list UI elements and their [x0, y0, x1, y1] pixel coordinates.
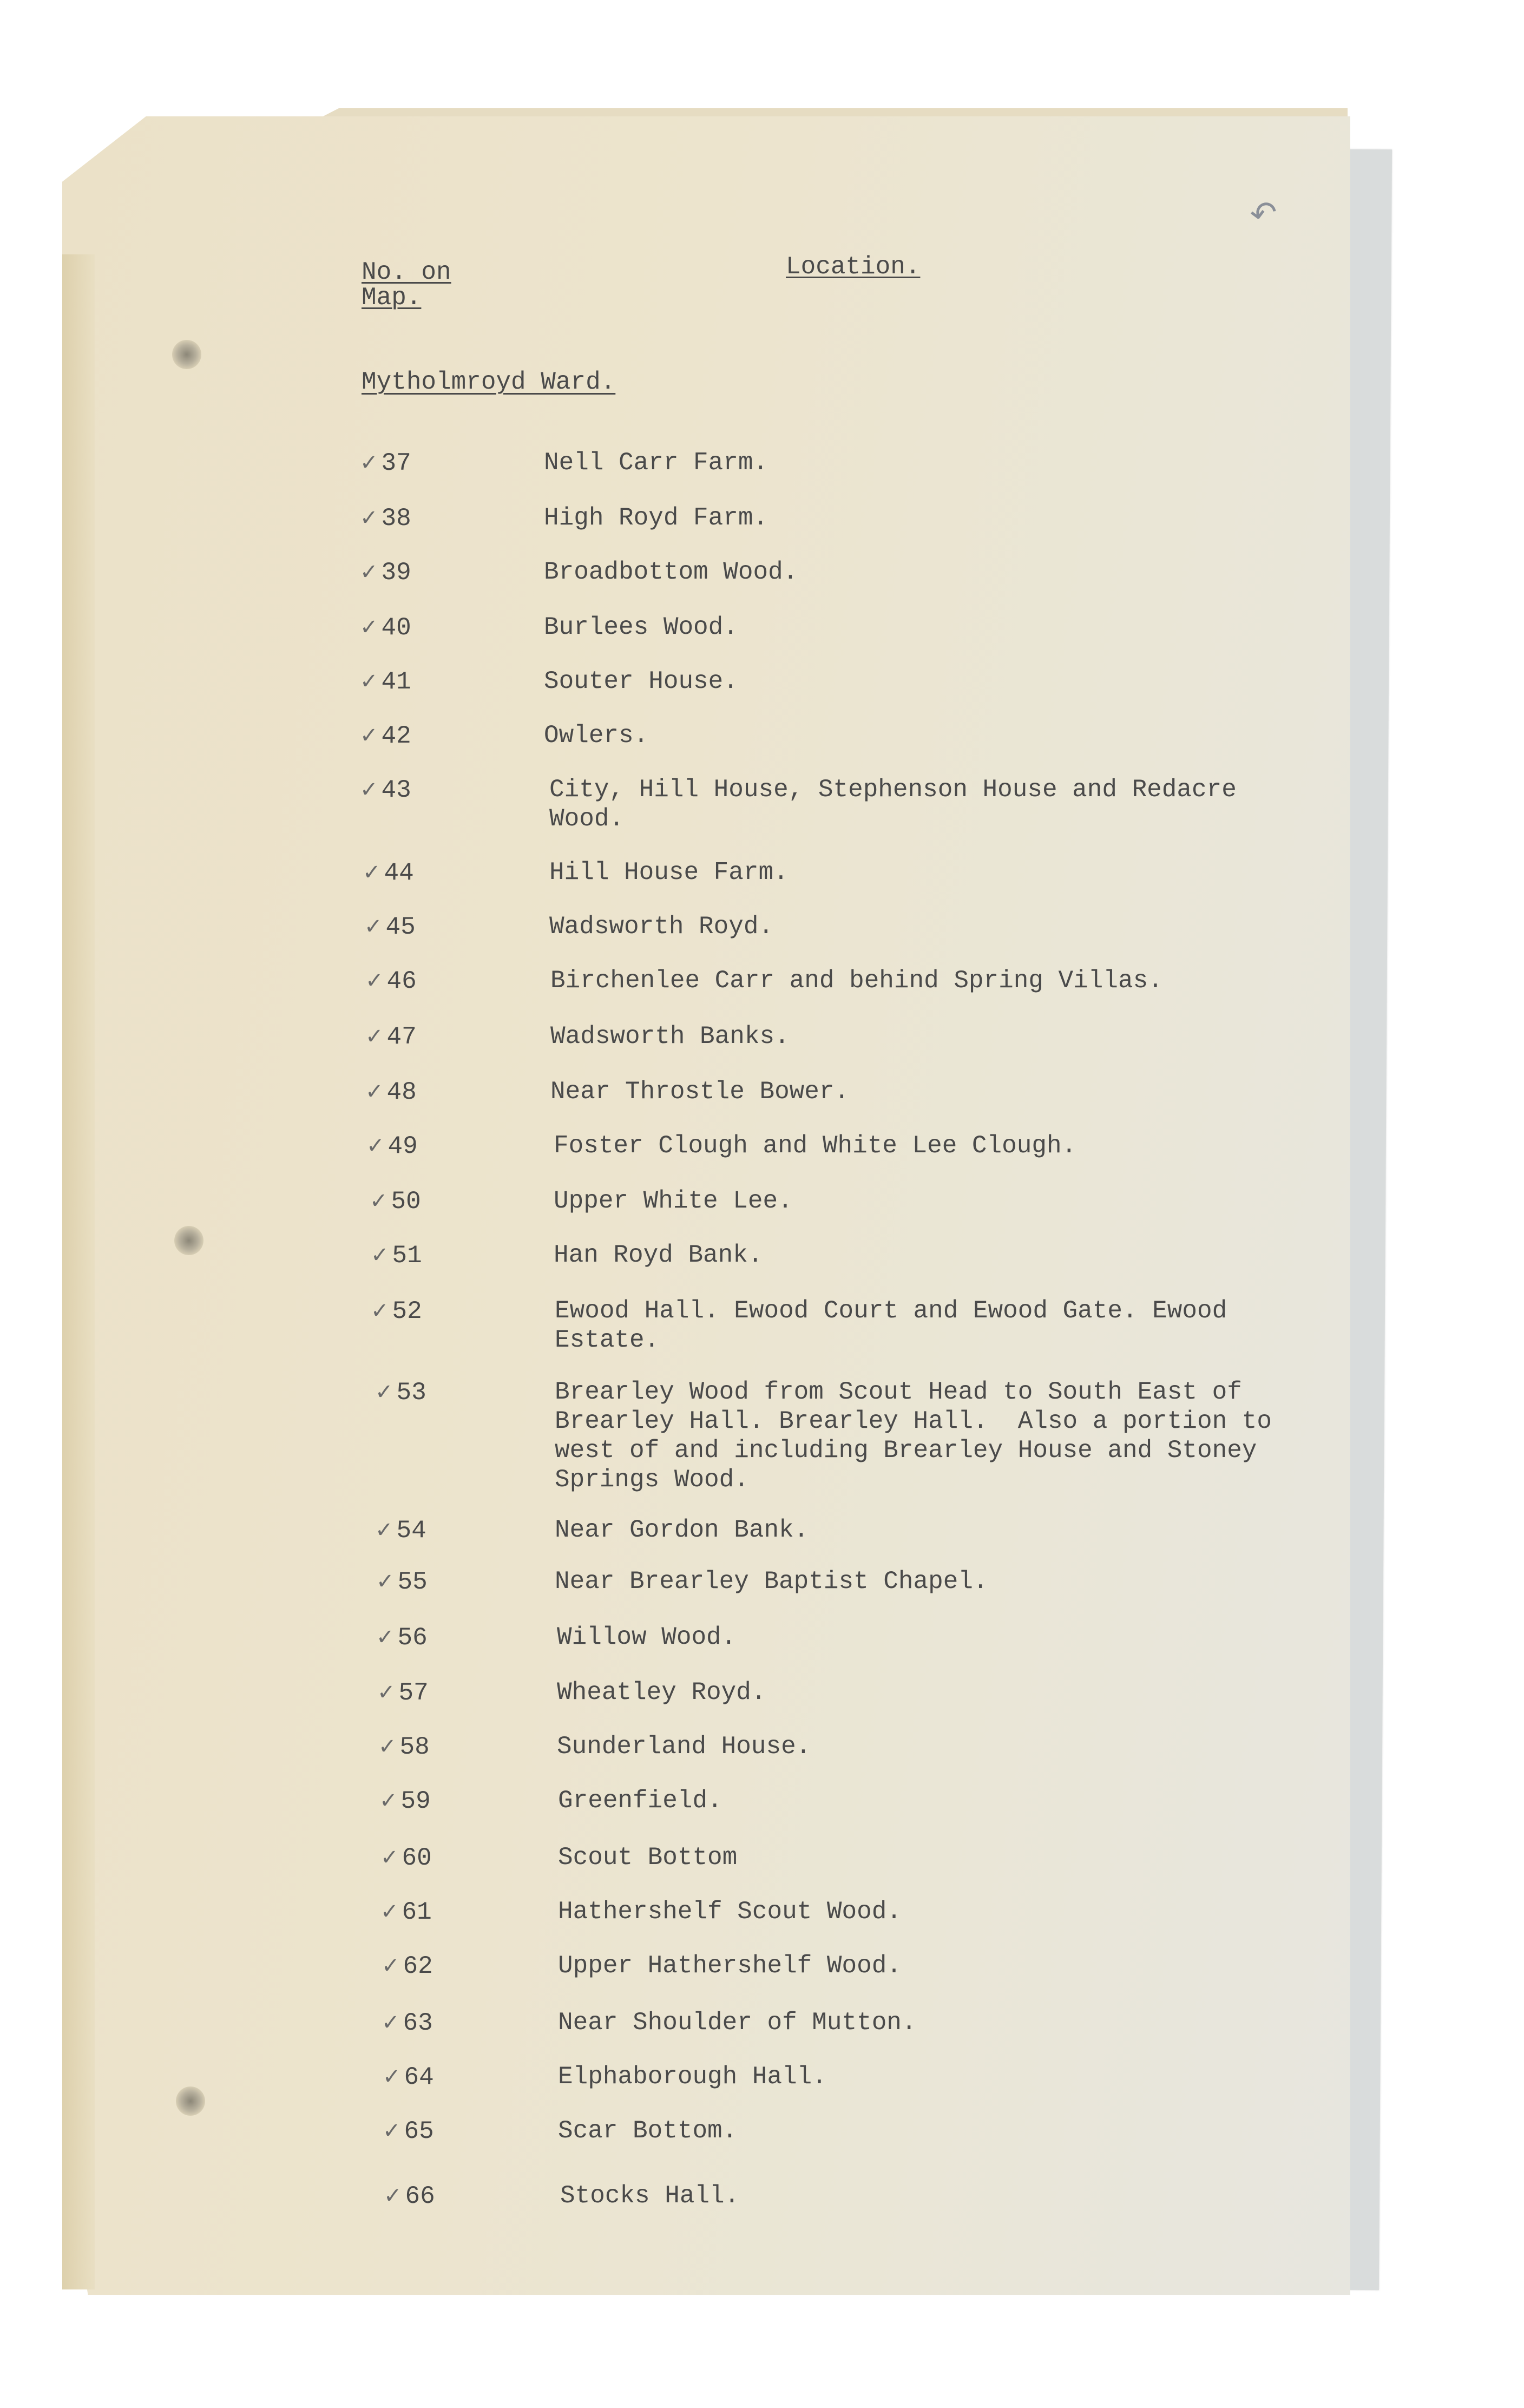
map-number [371, 1241, 468, 1270]
map-number [375, 1377, 472, 1407]
map-number [379, 1786, 477, 1816]
map-number [375, 1515, 472, 1545]
map-number [382, 1951, 479, 1981]
location-text: Wadsworth Banks. [550, 1022, 790, 1051]
map-number [370, 1186, 467, 1216]
check-mark-icon: ✓ [382, 1953, 400, 1978]
map-number [378, 1732, 476, 1762]
map-number [382, 2008, 479, 2038]
check-mark-icon: ✓ [375, 1380, 393, 1405]
map-number-text: 39 [381, 559, 411, 587]
check-mark-icon: ✓ [360, 560, 378, 585]
map-number [360, 667, 457, 697]
location-text: Burlees Wood. [544, 613, 738, 641]
check-mark-icon: ✓ [360, 777, 378, 802]
map-number [360, 721, 457, 751]
map-number-text: 43 [381, 776, 411, 804]
map-number-text: 61 [402, 1898, 432, 1926]
map-number [363, 858, 460, 888]
map-number-text: 66 [405, 2182, 435, 2210]
location-text: Foster Clough and White Lee Clough. [554, 1132, 1077, 1160]
check-mark-icon: ✓ [370, 1189, 388, 1213]
location-text: Sunderland House. [557, 1733, 811, 1761]
map-number-text: 62 [403, 1952, 433, 1980]
location-text: Broadbottom Wood. [544, 558, 798, 586]
map-number-text: 56 [397, 1624, 428, 1652]
location-text: Wadsworth Royd. [549, 913, 774, 941]
map-number [360, 503, 457, 533]
map-number [384, 2181, 481, 2211]
location-text: Near Shoulder of Mutton. [558, 2009, 917, 2037]
map-number-text: 45 [385, 913, 416, 941]
check-mark-icon: ✓ [375, 1518, 393, 1543]
check-mark-icon: ✓ [364, 914, 383, 939]
map-number-text: 47 [386, 1023, 417, 1051]
check-mark-icon: ✓ [360, 450, 378, 475]
location-text: Souter House. [544, 667, 738, 696]
map-number-text: 49 [387, 1132, 418, 1160]
location-text: Hathershelf Scout Wood. [558, 1898, 902, 1926]
check-mark-icon: ✓ [371, 1298, 389, 1323]
location-text: Near Brearley Baptist Chapel. [555, 1567, 988, 1596]
map-number [360, 775, 457, 805]
check-mark-icon: ✓ [371, 1243, 389, 1268]
map-number-text: 44 [384, 859, 414, 887]
location-text: Elphaborough Hall. [558, 2063, 827, 2091]
map-number [364, 912, 462, 942]
location-text: Wheatley Royd. [557, 1678, 766, 1707]
map-number [380, 1843, 478, 1873]
map-number-text: 51 [392, 1242, 422, 1270]
map-number [365, 1022, 463, 1052]
map-number [383, 2116, 480, 2146]
location-text: Upper Hathershelf Wood. [558, 1952, 902, 1980]
map-number [376, 1567, 474, 1597]
check-mark-icon: ✓ [376, 1625, 395, 1650]
map-number [360, 613, 457, 642]
check-mark-icon: ✓ [382, 2010, 400, 2035]
map-number-text: 58 [399, 1733, 430, 1761]
check-mark-icon: ✓ [360, 615, 378, 640]
location-text: Willow Wood. [557, 1623, 737, 1651]
ward-title: Mytholmroyd Ward. [362, 368, 616, 396]
map-number-text: 53 [396, 1379, 426, 1407]
location-text: Owlers. [544, 721, 649, 750]
map-number-text: 57 [398, 1679, 429, 1707]
location-text: High Royd Farm. [544, 504, 768, 532]
location-text: Brearley Wood from Scout Head to South East of Brearley Hall. Brearley Hall. Also a portion to west of and including Brearley House and Stoney Springs Wood. [555, 1378, 1287, 1494]
map-number [380, 1897, 478, 1927]
check-mark-icon: ✓ [379, 1788, 398, 1813]
location-text: Birchenlee Carr and behind Spring Villas. [550, 967, 1163, 995]
map-number [365, 966, 463, 996]
map-number [376, 1623, 474, 1652]
column-header-number: No. on Map. [362, 258, 451, 312]
check-mark-icon: ✓ [360, 669, 378, 694]
check-mark-icon: ✓ [360, 723, 378, 748]
location-text: Ewood Hall. Ewood Court and Ewood Gate. Ewood Estate. [555, 1297, 1242, 1354]
map-number-text: 41 [381, 668, 411, 696]
location-text: Upper White Lee. [554, 1187, 793, 1215]
map-number-text: 38 [381, 504, 411, 533]
location-text: Hill House Farm. [549, 858, 789, 887]
check-mark-icon: ✓ [378, 1734, 397, 1759]
location-text: Near Throstle Bower. [550, 1078, 850, 1106]
location-text: Greenfield. [558, 1787, 722, 1815]
location-text: Scar Bottom. [558, 2117, 738, 2145]
check-mark-icon: ✓ [383, 2064, 401, 2089]
map-number [360, 448, 457, 478]
location-text: Near Gordon Bank. [555, 1516, 809, 1544]
map-number-text: 60 [402, 1844, 432, 1872]
check-mark-icon: ✓ [366, 1133, 385, 1158]
map-number-text: 64 [404, 2063, 434, 2091]
map-number-text: 48 [386, 1078, 417, 1106]
map-number-text: 40 [381, 614, 411, 642]
map-number-text: 52 [392, 1297, 422, 1326]
map-number-text: 65 [404, 2117, 434, 2145]
check-mark-icon: ✓ [380, 1845, 399, 1870]
check-mark-icon: ✓ [383, 2118, 401, 2143]
map-number-text: 37 [381, 449, 411, 477]
location-text: Nell Carr Farm. [544, 449, 768, 477]
check-mark-icon: ✓ [365, 1079, 384, 1104]
column-header-location: Location. [786, 253, 921, 281]
map-number [377, 1678, 475, 1708]
map-number-text: 59 [400, 1787, 431, 1815]
map-number [366, 1131, 464, 1161]
location-text: Scout Bottom [558, 1843, 738, 1872]
check-mark-icon: ✓ [376, 1569, 395, 1594]
pencil-mark-icon: ↶ [1247, 193, 1280, 235]
location-text: Han Royd Bank. [554, 1241, 763, 1269]
map-number-text: 54 [396, 1517, 426, 1545]
check-mark-icon: ✓ [380, 1899, 399, 1924]
check-mark-icon: ✓ [384, 2183, 402, 2208]
map-number [383, 2062, 480, 2092]
map-number-text: 46 [386, 967, 417, 995]
check-mark-icon: ✓ [365, 968, 384, 993]
check-mark-icon: ✓ [377, 1680, 396, 1705]
map-number-text: 55 [397, 1568, 428, 1596]
map-number-text: 63 [403, 2009, 433, 2037]
map-number-text: 42 [381, 722, 411, 750]
check-mark-icon: ✓ [363, 860, 381, 885]
map-number [365, 1077, 463, 1107]
check-mark-icon: ✓ [360, 506, 378, 530]
map-number [371, 1296, 468, 1326]
map-number-text: 50 [391, 1187, 421, 1216]
check-mark-icon: ✓ [365, 1024, 384, 1049]
map-number [360, 557, 457, 587]
location-text: City, Hill House, Stephenson House and Redacre Wood. [549, 776, 1252, 833]
location-text: Stocks Hall. [560, 2182, 740, 2210]
